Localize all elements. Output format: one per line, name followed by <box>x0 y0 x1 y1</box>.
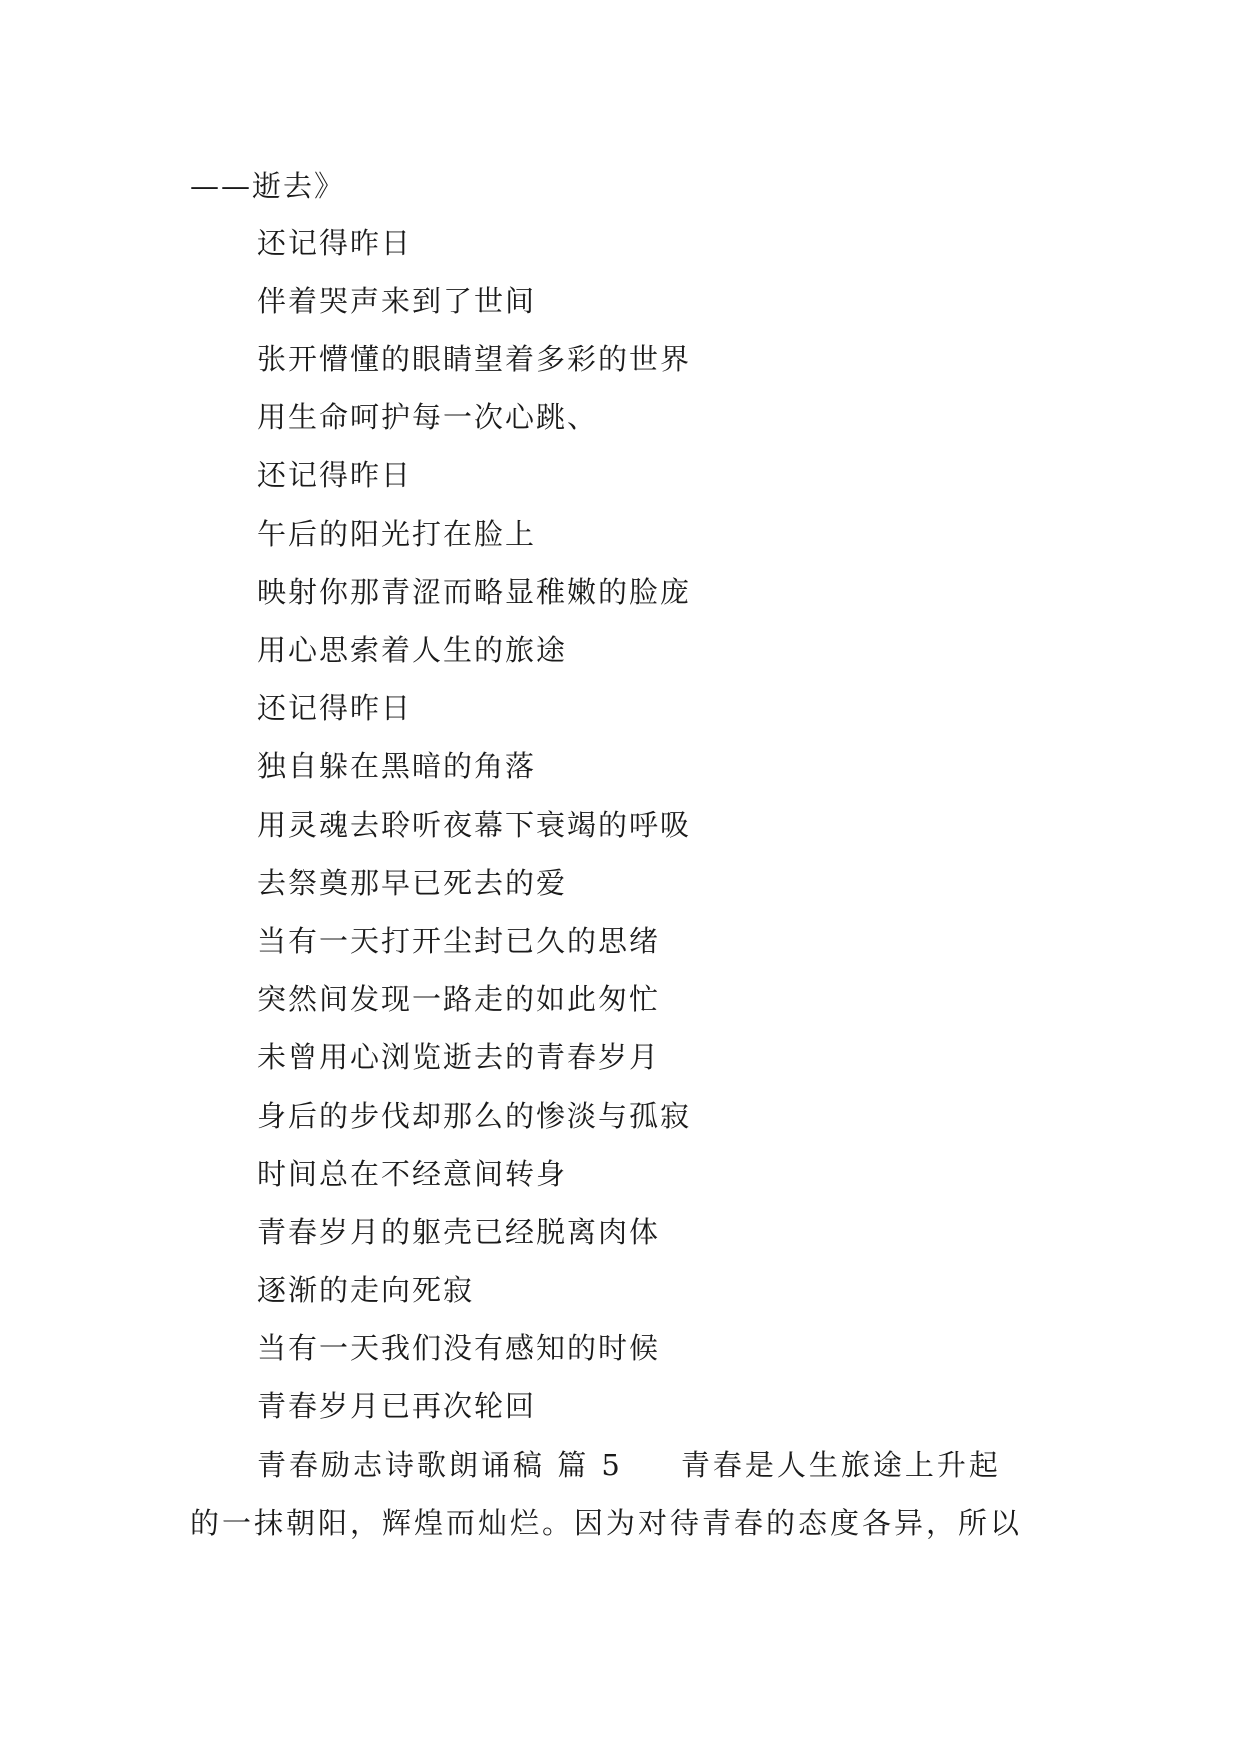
poem-line: 张开懵懂的眼睛望着多彩的世界 <box>257 342 692 376</box>
poem-line: 用心思索着人生的旅途 <box>257 633 568 667</box>
poem-line: 伴着哭声来到了世间 <box>257 284 537 318</box>
poem-line: 未曾用心浏览逝去的青春岁月 <box>257 1040 661 1074</box>
poem-line: 还记得昨日 <box>257 691 413 725</box>
poem-line: 用灵魂去聆听夜幕下衰竭的呼吸 <box>257 808 692 842</box>
poem-line: 还记得昨日 <box>257 458 413 492</box>
poem-line: 用生命呵护每一次心跳、 <box>257 400 599 434</box>
poem-line: 青春岁月的躯壳已经脱离肉体 <box>257 1215 661 1249</box>
poem-line: 逐渐的走向死寂 <box>257 1273 475 1307</box>
poem-line: 时间总在不经意间转身 <box>257 1157 568 1191</box>
poem-line: 身后的步伐却那么的惨淡与孤寂 <box>257 1099 692 1133</box>
poem-line: 当有一天打开尘封已久的思绪 <box>257 924 661 958</box>
poem-line: 突然间发现一路走的如此匆忙 <box>257 982 661 1016</box>
poem-line: 去祭奠那早已死去的爱 <box>257 866 568 900</box>
poem-line: 映射你那青涩而略显稚嫩的脸庞 <box>257 575 692 609</box>
paragraph-first-line <box>257 1445 1001 1485</box>
paragraph-text-start: 青春是人生旅途上升起 <box>680 1448 1001 1482</box>
poem-line: 当有一天我们没有感知的时候 <box>257 1331 661 1365</box>
paragraph-second-line: 的一抹朝阳，辉煌而灿烂。因为对待青春的态度各异，所以 <box>190 1506 1023 1540</box>
section-title: 青春励志诗歌朗诵稿 篇 5 <box>257 1448 623 1482</box>
heading-fragment: ——逝去》 <box>190 169 346 203</box>
poem-line: 午后的阳光打在脸上 <box>257 517 537 551</box>
poem-line: 青春岁月已再次轮回 <box>257 1389 537 1423</box>
poem-line: 独自躲在黑暗的角落 <box>257 749 537 783</box>
poem-line: 还记得昨日 <box>257 226 413 260</box>
